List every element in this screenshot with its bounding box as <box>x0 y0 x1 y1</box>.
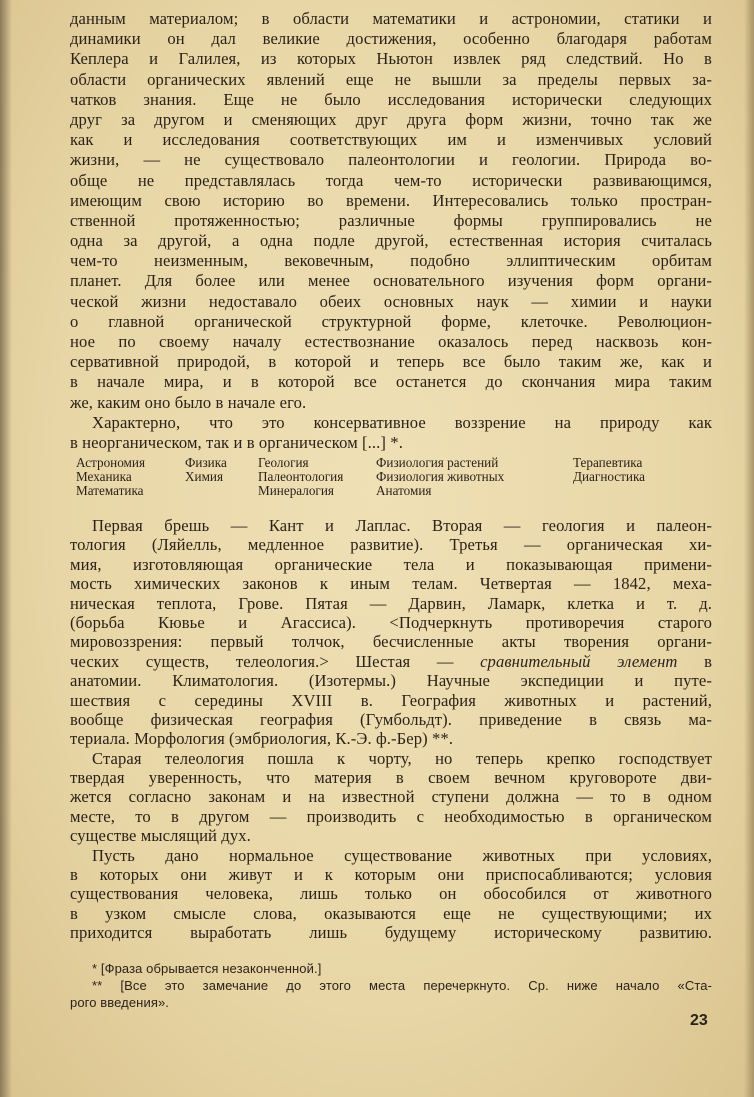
italic-emphasis: сравнительный элемент <box>480 651 678 671</box>
table-row <box>76 484 716 498</box>
text-line: Кеплера и Галилея, из которых Ньютон извлек ряд следствий. Но в <box>70 49 712 69</box>
table-cell: Математика <box>76 483 144 499</box>
text-line: Старая телеология пошла к чорту, но теперь крепко господствует <box>92 748 712 768</box>
table-cell: Минералогия <box>258 483 334 499</box>
text-line: * [Фраза обрывается незаконченной.] <box>92 961 322 976</box>
text-line: области органических явлений еще не вышли за пределы первых за- <box>70 69 712 89</box>
text-line: чатков знания. Еще не было исследования исторически следующих <box>70 89 712 109</box>
text-line: друг за другом и сменяющих друг друга форм жизни, точно так же <box>70 109 712 129</box>
text-line: рого введения». <box>70 995 170 1010</box>
sciences-table <box>76 456 716 499</box>
table-row <box>76 470 716 484</box>
page-edge-shadow <box>0 0 12 1097</box>
table-cell: Физиология животных <box>376 469 505 485</box>
text-line: ственной протяженностью; различные формы группировались не <box>70 210 712 230</box>
text-line: ческой жизни недоставало обеих основных наук — химии и науки <box>70 291 712 311</box>
text-line: же, каким оно было в начале его. <box>70 392 307 412</box>
table-cell: Геология <box>258 455 309 470</box>
text-line: ** [Все это замечание до этого места перечеркнуто. Ср. ниже начало «Ста- <box>92 978 712 993</box>
text-line: жется согласно законам и на известной ступени должна — то в одном <box>70 787 712 807</box>
text-line: ческих существ, телеология.> Шестая — сравнительный элемент в <box>70 651 713 671</box>
text-line: ное по своему началу естествознание оказалось перед насквозь кон- <box>70 332 712 351</box>
table-cell: Механика <box>76 469 132 485</box>
text-line: месте, то в другом — производить с необходимостью в органическом <box>70 806 712 826</box>
text-line: шествия с середины XVIII в. География животных и растений, <box>70 690 712 710</box>
text-line: существования человека, лишь только он обособился от животного <box>70 884 712 904</box>
text-line: как и исследования соответствующих им и изменчивых условий <box>70 130 712 150</box>
text-line: существе мыслящий дух. <box>70 826 251 846</box>
text-line: данным материалом; в области математики и астрономии, статики и <box>70 9 712 28</box>
text-line: в неорганическом, так и в органическом [...] *. <box>70 432 403 452</box>
text-line: Первая брешь — Кант и Лаплас. Вторая — геология и палеон- <box>92 516 712 535</box>
text-line: вообще физическая география (Гумбольдт). приведение в связь ма- <box>70 709 712 729</box>
table-cell: Диагностика <box>573 469 646 485</box>
table-cell: Палеонтология <box>258 469 344 485</box>
text-line: анатомии. Климатология. (Изотермы.) Научные экспедиции и путе- <box>70 671 712 691</box>
text-line: динамики он дал великие достижения, особенно благодаря работам <box>70 29 712 49</box>
text-line: чем-то неизменным, вековечным, подобно эллиптическим орбитам <box>70 251 712 271</box>
table-cell: Терапевтика <box>573 455 643 470</box>
text-line: ническая теплота, Грове. Пятая — Дарвин, Ламарк, клетка и т. д. <box>70 593 712 613</box>
text-line: тология (Ляйелль, медленное развитие). Третья — органическая хи- <box>70 535 712 555</box>
table-cell: Физика <box>185 455 227 470</box>
text-line: о главной органической структурной форме, клеточке. Революцион- <box>70 311 712 331</box>
table-cell: Астрономия <box>76 455 146 470</box>
table-row <box>76 456 716 470</box>
text-line: териала. Морфология (эмбриология, К.-Э. ф.-Бер) **. <box>70 729 454 749</box>
text-line: сервативной природой, в которой и теперь все было таким же, как и <box>70 352 712 372</box>
text-line: мия, изготовляющая органические тела и показывающая примени- <box>70 554 712 574</box>
table-cell: Физиология растений <box>376 455 499 470</box>
text-line: мость химических законов к иным телам. Четвертая — 1842, меха- <box>70 574 712 594</box>
text-line: имеющим свою историю во времени. Интересовались только простран- <box>70 190 712 210</box>
page-edge-shadow <box>744 0 754 1097</box>
text-line: в узком смысле слова, оказываются еще не существующими; их <box>70 903 712 923</box>
table-cell: Анатомия <box>376 483 432 499</box>
text-line: Пусть дано нормальное существование животных при условиях, <box>92 845 712 865</box>
text-line: в которых они живут и к которым они приспосабливаются; условия <box>70 865 712 885</box>
paragraph-2 <box>70 516 712 943</box>
table-cell: Химия <box>185 469 224 485</box>
text-line: приходится выработать лишь будущему историческому развитию. <box>70 923 712 943</box>
text-line: жизни, — не существовало палеонтологии и геологии. Природа во- <box>70 150 712 170</box>
text-line: мировоззрения: первый толчок, бесчисленные акты творения органи- <box>70 632 712 652</box>
footnotes <box>70 960 712 1011</box>
paragraph-1 <box>70 9 712 453</box>
text-line: (борьба Кювье и Агассиса). <Подчеркнуть противоречия старого <box>70 612 712 632</box>
text-line: в начале мира, и в которой все останется до скончания мира таким <box>70 372 712 392</box>
text-line: планет. Для более или менее основательного изучения форм органи- <box>70 271 712 291</box>
text-line: обще не представлялась тогда чем-то исторически развивающимся, <box>70 170 712 190</box>
page-number: 23 <box>690 1012 708 1029</box>
text-line: Характерно, что это консервативное воззрение на природу как <box>92 412 712 432</box>
text-line: одна за другой, а одна подле другой, естественная история считалась <box>70 231 712 251</box>
text-line: твердая уверенность, что материя в своем вечном круговороте дви- <box>70 768 712 788</box>
